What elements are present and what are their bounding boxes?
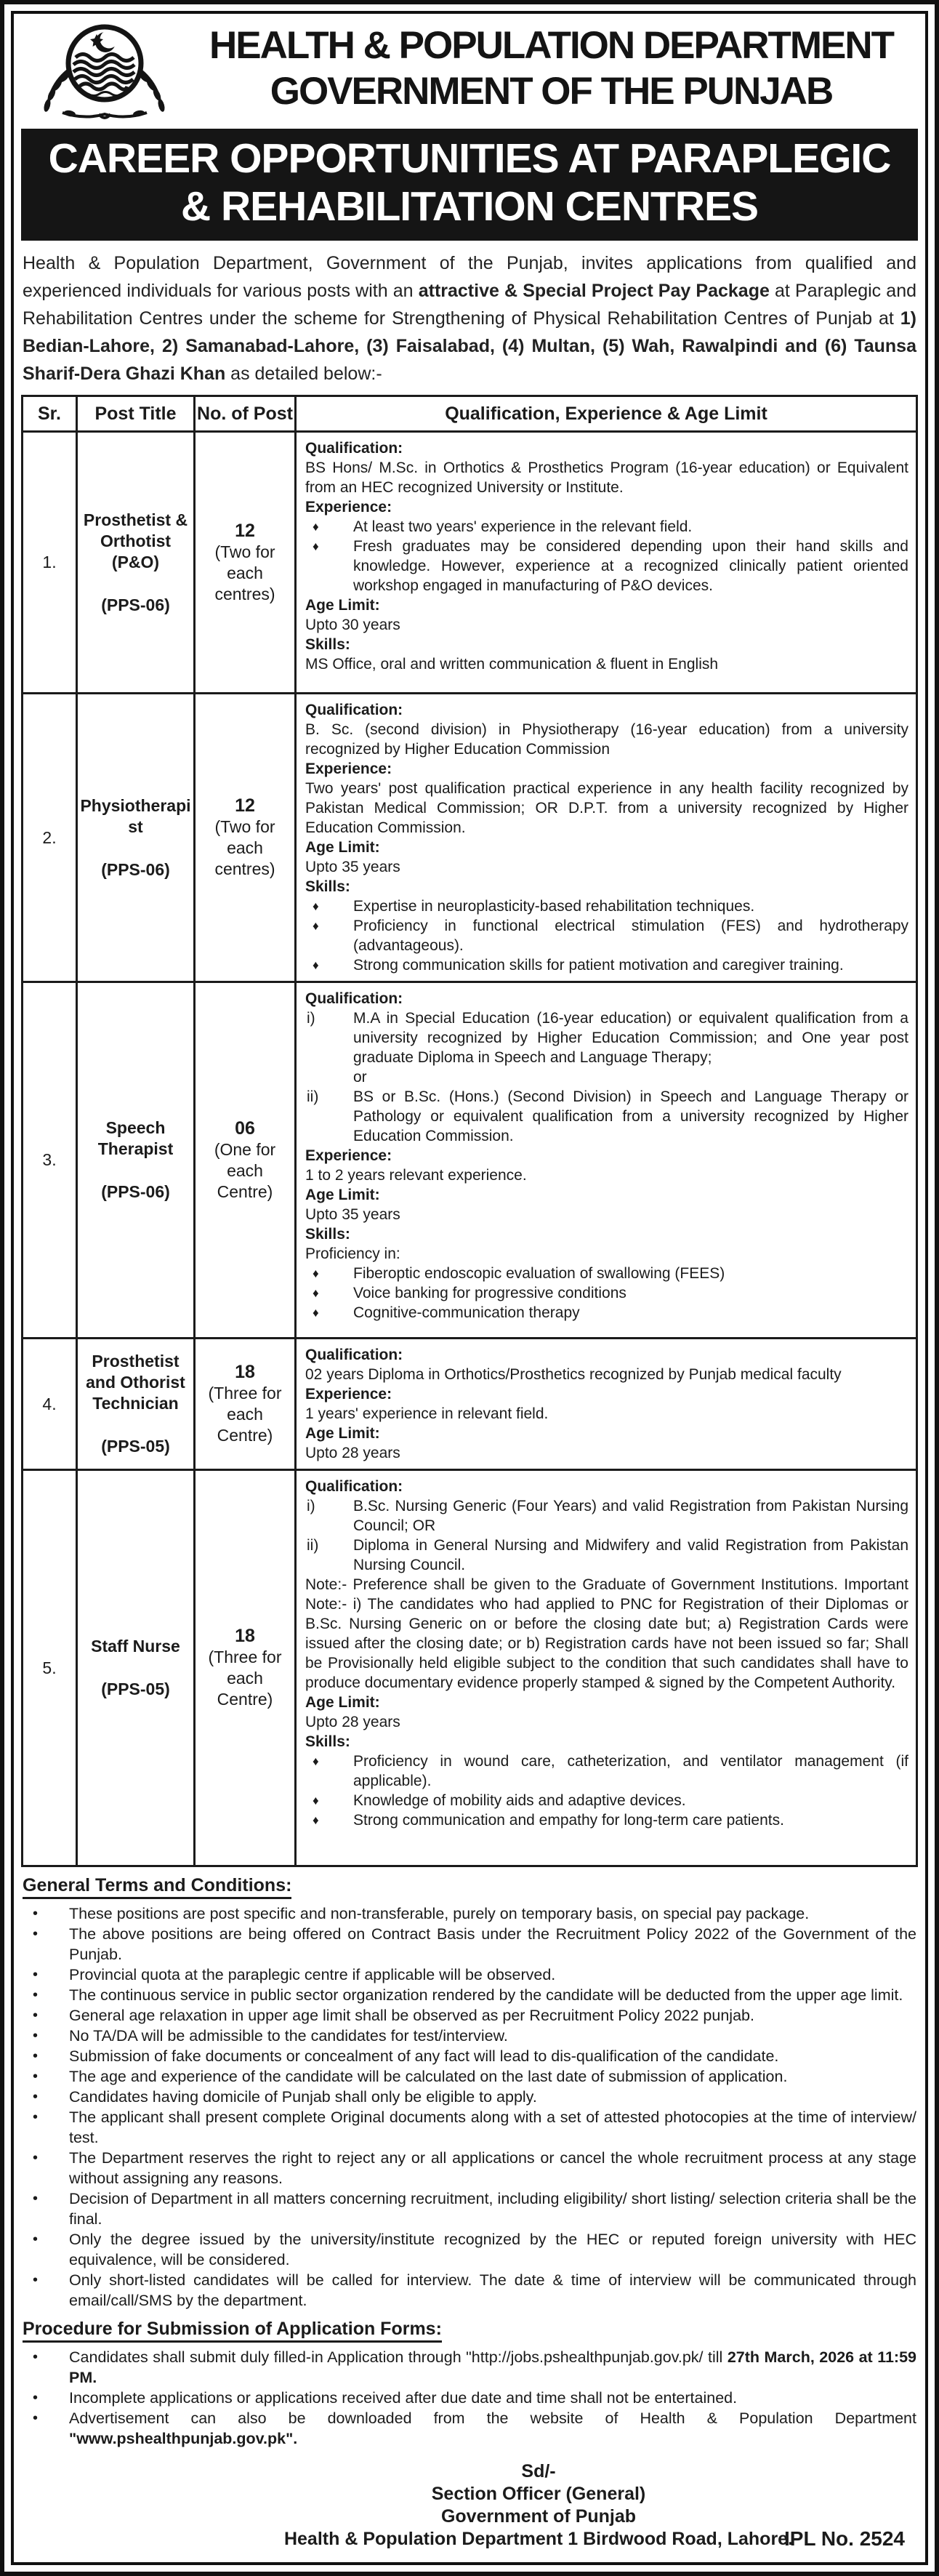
bullet-icon: •: [33, 2007, 39, 2023]
section-label: Qualification:: [305, 1478, 403, 1495]
list-item-text: [69, 1903, 918, 1924]
detail-text: BS Hons/ M.Sc. in Orthotics & Prosthetics Program (16-year education) or Equivalent from an HEC recognized University or Institute.: [305, 460, 908, 496]
post-title: Physiotherapist: [80, 795, 191, 836]
qualification-cell: [296, 982, 917, 1339]
detail-bullet: [305, 1303, 908, 1323]
text-segment: These positions are post specific and non-transferable, purely on temporary basis, on special pay package.: [69, 1905, 810, 1922]
detail-bullet: [305, 955, 908, 975]
detail-text: Fresh graduates may be considered depending upon their hand skills and knowledge. However, experience at a recognized clinically patient oriented workshop engaged in manufacturing of P&O devices.: [353, 538, 908, 594]
general-terms-list: [21, 1903, 918, 2311]
detail-text: Upto 28 years: [305, 1714, 400, 1730]
list-item: [21, 2188, 918, 2229]
sd-line: Sd/-: [521, 2461, 556, 2481]
intro-paragraph: [23, 249, 916, 388]
post-title-cell: [77, 432, 195, 694]
post-count: 18: [235, 1626, 255, 1646]
detail-text: MS Office, oral and written communication & fluent in English: [305, 656, 719, 673]
government-name: GOVERNMENT OF THE PUNJAB: [270, 70, 833, 113]
pay-scale: (PPS-06): [101, 859, 170, 879]
detail-numbered-item: [305, 1008, 908, 1067]
text-segment: 27th March, 2026 at 11:59 PM.: [69, 2348, 916, 2386]
qualification-cell: [296, 1470, 917, 1866]
ad-content: [14, 14, 925, 2569]
col-header-qualification: Qualification, Experience & Age Limit: [296, 396, 917, 432]
list-item: [21, 1985, 918, 2005]
list-item-text: [69, 1924, 918, 1965]
pay-scale: (PPS-05): [101, 1437, 170, 1456]
section-label: Qualification:: [305, 702, 403, 718]
inner-border: [11, 11, 928, 2565]
detail-text: M.A in Special Education (16-year education) or equivalent qualification from a university recognized by Higher Education Commission; and One year post graduate Diploma in Speech and Language Therapy;: [353, 1010, 908, 1066]
detail-numbered-item: [305, 1087, 908, 1146]
detail-numbered-item: [305, 1536, 908, 1575]
col-header-no-of-post: No. of Post: [195, 396, 296, 432]
section-label: Qualification:: [305, 990, 403, 1007]
text-segment: "www.pshealthpunjab.gov.pk".: [69, 2430, 298, 2447]
text-segment: No TA/DA will be admissible to the candidates for test/interview.: [69, 2027, 508, 2045]
list-item: [21, 2408, 918, 2449]
list-item-text: [69, 2347, 918, 2388]
diamond-bullet-icon: ♦: [313, 1267, 319, 1280]
bullet-icon: •: [33, 2410, 39, 2426]
post-count-note: (Two for each centres): [214, 542, 275, 603]
diamond-bullet-icon: ♦: [313, 1813, 319, 1827]
detail-text: Diploma in General Nursing and Midwifery and valid Registration from Pakistan Nursing Council.: [353, 1537, 908, 1573]
list-item-text: [69, 2408, 918, 2449]
detail-text: Voice banking for progressive conditions: [353, 1285, 626, 1301]
detail-bullet: [305, 1283, 908, 1303]
list-item-text: [69, 2270, 918, 2311]
section-label: Experience:: [305, 499, 392, 515]
post-count: 12: [235, 795, 255, 816]
bullet-icon: •: [33, 2069, 39, 2085]
list-item-text: [69, 2107, 918, 2148]
text-segment: The Department reserves the right to reject any or all applications or cancel the whole recruitment process at any stage without assigning any reasons.: [69, 2149, 916, 2187]
list-item: [21, 2229, 918, 2270]
detail-text: Cognitive-communication therapy: [353, 1304, 580, 1321]
text-segment: The continuous service in public sector organization rendered by the candidate will be deducted from the upper age limit.: [69, 1986, 903, 2004]
section-label: Skills:: [305, 1733, 350, 1750]
text-segment: The applicant shall present complete Original documents along with a set of attested photocopies at the time of interview/ test.: [69, 2108, 916, 2146]
list-item-text: [69, 2046, 918, 2066]
bullet-icon: •: [33, 2089, 39, 2105]
post-count-note: (Three for each Centre): [208, 1648, 282, 1709]
detail-text: Upto 28 years: [305, 1445, 400, 1461]
detail-bullet: [305, 537, 908, 595]
post-count-cell: [195, 432, 296, 694]
section-label: Experience:: [305, 1386, 392, 1403]
procedure-section: [21, 2316, 918, 2449]
post-count-cell: [195, 982, 296, 1339]
bullet-icon: •: [33, 2191, 39, 2207]
diamond-bullet-icon: ♦: [313, 958, 319, 972]
list-item-text: [69, 2066, 918, 2087]
department-name: HEALTH & POPULATION DEPARTMENT: [209, 24, 894, 67]
detail-text: BS or B.Sc. (Hons.) (Second Division) in Speech and Language Therapy or Pathology or equivalent qualification from a university recognized by Higher Education Commission.: [353, 1088, 908, 1144]
section-label: Experience:: [305, 1147, 392, 1164]
col-header-post-title: Post Title: [77, 396, 195, 432]
signatory-title: Section Officer (General): [431, 2484, 646, 2504]
section-label: Qualification:: [305, 440, 403, 457]
post-count: 12: [235, 520, 255, 541]
detail-text: Proficiency in wound care, catheterization, and ventilator management (if applicable).: [353, 1753, 908, 1789]
post-count: 06: [235, 1118, 255, 1139]
post-title: Speech Therapist: [97, 1118, 174, 1158]
posts-table: [21, 395, 918, 1867]
detail-text: Two years' post qualification practical experience in any health facility recognized by Pakistan Medical Commission; OR D.P.T. from a university recognized by Higher Education Commission.: [305, 780, 908, 836]
section-label: Age Limit:: [305, 597, 380, 614]
table-row: [23, 432, 917, 694]
section-label: Age Limit:: [305, 1694, 380, 1711]
text-segment: Advertisement can also be downloaded from the website of Health & Population Department: [69, 2410, 916, 2427]
detail-bullet: [305, 1264, 908, 1283]
procedure-heading: Procedure for Submission of Application Forms:: [23, 2318, 442, 2343]
text-segment: The above positions are being offered on Contract Basis under the Recruitment Policy 2022 of the Government of the Punjab.: [69, 1925, 916, 1963]
detail-text: Expertise in neuroplasticity-based rehabilitation techniques.: [353, 898, 755, 915]
text-segment: Submission of fake documents or concealment of any fact will lead to dis-qualification of the candidate.: [69, 2047, 779, 2065]
list-item-text: [69, 2005, 918, 2026]
section-label: Qualification:: [305, 1347, 403, 1363]
list-item: [21, 2066, 918, 2087]
diamond-bullet-icon: ♦: [313, 1306, 319, 1320]
detail-numbered-item: [305, 1496, 908, 1536]
detail-text: Proficiency in:: [305, 1245, 400, 1262]
list-item-text: [69, 2188, 918, 2229]
detail-text: Fiberoptic endoscopic evaluation of swallowing (FEES): [353, 1265, 725, 1282]
table-row: [23, 1470, 917, 1866]
table-body: [23, 432, 917, 1866]
sr-cell: 1.: [23, 432, 77, 694]
detail-text: Upto 35 years: [305, 1206, 400, 1223]
detail-text: Knowledge of mobility aids and adaptive devices.: [353, 1792, 686, 1809]
header: [21, 15, 918, 126]
banner-line-1: CAREER OPPORTUNITIES AT PARAPLEGIC: [48, 135, 891, 182]
post-count-note: (One for each Centre): [214, 1139, 276, 1201]
bullet-icon: •: [33, 2150, 39, 2166]
list-item: [21, 2087, 918, 2107]
bullet-icon: •: [33, 2109, 39, 2125]
detail-text: or: [353, 1069, 367, 1086]
detail-text: 1 years' experience in relevant field.: [305, 1405, 549, 1422]
department-title: [185, 15, 918, 114]
list-item: [21, 2388, 918, 2408]
sr-cell: 3.: [23, 982, 77, 1339]
table-row: [23, 982, 917, 1339]
text-segment: Only the degree issued by the university/institute recognized by the HEC or reputed foreign university with HEC equivalence, will be considered.: [69, 2231, 916, 2268]
list-item: [21, 1965, 918, 1985]
list-item-text: [69, 2229, 918, 2270]
post-title-cell: [77, 694, 195, 982]
banner-line-2: & REHABILITATION CENTRES: [180, 183, 759, 230]
section-label: Age Limit:: [305, 839, 380, 856]
post-count: 18: [235, 1362, 255, 1382]
list-item: [21, 2046, 918, 2066]
diamond-bullet-icon: ♦: [313, 520, 319, 534]
roman-marker: i): [307, 1010, 315, 1027]
post-count-cell: [195, 694, 296, 982]
diamond-bullet-icon: ♦: [313, 1754, 319, 1768]
list-item-text: [69, 2148, 918, 2188]
procedure-list: [21, 2347, 918, 2449]
list-item: [21, 2107, 918, 2148]
ipl-number: IPL No. 2524: [783, 2527, 905, 2550]
detail-bullet: [305, 517, 908, 537]
post-count-note: (Three for each Centre): [208, 1384, 282, 1445]
bullet-icon: •: [33, 1906, 39, 1922]
diamond-bullet-icon: ♦: [313, 919, 319, 933]
list-item: [21, 1903, 918, 1924]
qualification-cell: [296, 694, 917, 982]
detail-bullet: [305, 1810, 908, 1830]
detail-bullet: [305, 1791, 908, 1810]
detail-text: 02 years Diploma in Orthotics/Prosthetics recognized by Punjab medical faculty: [305, 1366, 842, 1383]
pay-scale: (PPS-06): [101, 1182, 170, 1201]
list-item: [21, 2148, 918, 2188]
pay-scale: (PPS-05): [101, 1680, 170, 1698]
bullet-icon: •: [33, 2048, 39, 2064]
detail-text: Note:- Preference shall be given to the Graduate of Government Institutions. Important Note:- i) The candidates who had applied to PNC for Registration of their Diplomas or B.Sc. Nursing Generic on or before the closing date but; a) Registration Cards were issued after the closing date; or b) Registration cards have not been issued so far; Shall be Provisionally held eligible subject to the condition that such candidates shall have to produce documentary evidence properly stamped & signed by the Competent Authority.: [305, 1576, 908, 1691]
section-label: Experience:: [305, 761, 392, 777]
post-count-cell: [195, 1470, 296, 1866]
sr-cell: 2.: [23, 694, 77, 982]
general-terms-section: [21, 1873, 918, 2311]
post-title: Prosthetist & Orthotist (P&O): [83, 510, 188, 571]
post-count-cell: [195, 1339, 296, 1470]
roman-marker: ii): [307, 1088, 319, 1105]
post-title-cell: [77, 982, 195, 1339]
post-count-note: (Two for each centres): [214, 817, 275, 878]
detail-text: At least two years' experience in the relevant field.: [353, 518, 693, 535]
text-segment: Health & Population Department, Government of the Punjab, invites applications from qualified and experienced individuals for various posts with an: [23, 253, 916, 301]
text-segment: Candidates having domicile of Punjab shall only be eligible to apply.: [69, 2088, 537, 2106]
list-item: [21, 2270, 918, 2311]
footer: [21, 2460, 918, 2569]
sr-cell: 4.: [23, 1339, 77, 1470]
list-item: [21, 2026, 918, 2046]
section-label: Age Limit:: [305, 1425, 380, 1442]
text-segment: Decision of Department in all matters concerning recruitment, including eligibility/ short listing/ selection criteria shall be the final.: [69, 2190, 916, 2228]
sr-cell: 5.: [23, 1470, 77, 1866]
diamond-bullet-icon: ♦: [313, 1286, 319, 1300]
punjab-emblem-logo: [30, 18, 179, 129]
post-title: Prosthetist and Othorist Technician: [86, 1352, 185, 1413]
bullet-icon: •: [33, 2231, 39, 2247]
section-label: Skills:: [305, 878, 350, 895]
signatory-org: Government of Punjab: [440, 2506, 637, 2527]
text-segment: The age and experience of the candidate will be calculated on the last date of submission of application.: [69, 2068, 788, 2085]
bullet-icon: •: [33, 1926, 39, 1942]
bullet-icon: •: [33, 2272, 39, 2288]
detail-text: 1 to 2 years relevant experience.: [305, 1167, 527, 1184]
text-segment: at Paraplegic and Rehabilitation Centres under the scheme for Strengthening of Physical Rehabilitation Centres of Punjab at: [23, 281, 916, 329]
list-item-text: [69, 1985, 918, 2005]
detail-text: Strong communication skills for patient motivation and caregiver training.: [353, 957, 844, 974]
list-item: [21, 2347, 918, 2388]
detail-text: Upto 30 years: [305, 617, 400, 633]
roman-marker: ii): [307, 1537, 319, 1554]
post-title: Staff Nurse: [91, 1637, 180, 1656]
bullet-icon: •: [33, 1987, 39, 2003]
list-item-text: [69, 1965, 918, 1985]
detail-text: B.Sc. Nursing Generic (Four Years) and valid Registration from Pakistan Nursing Council; OR: [353, 1498, 908, 1534]
table-header-row: [23, 396, 917, 432]
text-segment: Incomplete applications or applications received after due date and time shall not be entertained.: [69, 2389, 738, 2407]
post-title-cell: [77, 1470, 195, 1866]
text-segment: as detailed below:-: [225, 364, 382, 384]
text-segment: Candidates shall submit duly filled-in Application through "http://jobs.pshealthpunjab.gov.pk/ till: [69, 2348, 728, 2366]
signatory-address: Health & Population Department 1 Birdwood Road, Lahore.: [283, 2529, 794, 2549]
qualification-cell: [296, 1339, 917, 1470]
bullet-icon: •: [33, 2390, 39, 2406]
detail-text: Proficiency in functional electrical stimulation (FES) and hydrotherapy (advantageous).: [353, 918, 908, 954]
col-header-sr: Sr.: [23, 396, 77, 432]
diamond-bullet-icon: ♦: [313, 539, 319, 553]
detail-bullet: [305, 1752, 908, 1791]
career-banner: [21, 129, 918, 241]
list-item: [21, 1924, 918, 1965]
list-item: [21, 2005, 918, 2026]
pay-scale: (PPS-06): [101, 595, 170, 614]
section-label: Skills:: [305, 636, 350, 653]
diamond-bullet-icon: ♦: [313, 899, 319, 913]
text-segment: attractive & Special Project Pay Package: [418, 281, 770, 301]
roman-marker: i): [307, 1498, 315, 1514]
bullet-icon: •: [33, 2028, 39, 2044]
post-title-cell: [77, 1339, 195, 1470]
diamond-bullet-icon: ♦: [313, 1794, 319, 1807]
section-label: Skills:: [305, 1226, 350, 1243]
detail-text: B. Sc. (second division) in Physiotherapy (16-year education) from a university recognized by Higher Education Commission: [305, 721, 908, 758]
table-row: [23, 694, 917, 982]
section-label: Age Limit:: [305, 1187, 380, 1203]
detail-bullet: [305, 916, 908, 955]
bullet-icon: •: [33, 1967, 39, 1983]
text-segment: Provincial quota at the paraplegic centre if applicable will be observed.: [69, 1966, 556, 1983]
detail-text: Upto 35 years: [305, 859, 400, 875]
text-segment: General age relaxation in upper age limit shall be observed as per Recruitment Policy 2022 punjab.: [69, 2007, 754, 2024]
detail-bullet: [305, 896, 908, 916]
text-segment: Only short-listed candidates will be called for interview. The date & time of interview will be communicated through email/call/SMS by the department.: [69, 2271, 916, 2309]
list-item-text: [69, 2388, 918, 2408]
general-terms-heading: General Terms and Conditions:: [23, 1874, 291, 1899]
detail-text: Strong communication and empathy for long-term care patients.: [353, 1812, 784, 1829]
table-row: [23, 1339, 917, 1470]
list-item-text: [69, 2087, 918, 2107]
text-segment: 1) Bedian-Lahore, 2) Samanabad-Lahore, (3) Faisalabad, (4) Multan, (5) Wah, Rawalpindi and (6) Taunsa Sharif-Dera Ghazi Khan: [23, 308, 916, 384]
bullet-icon: •: [33, 2349, 39, 2365]
list-item-text: [69, 2026, 918, 2046]
qualification-cell: [296, 432, 917, 694]
